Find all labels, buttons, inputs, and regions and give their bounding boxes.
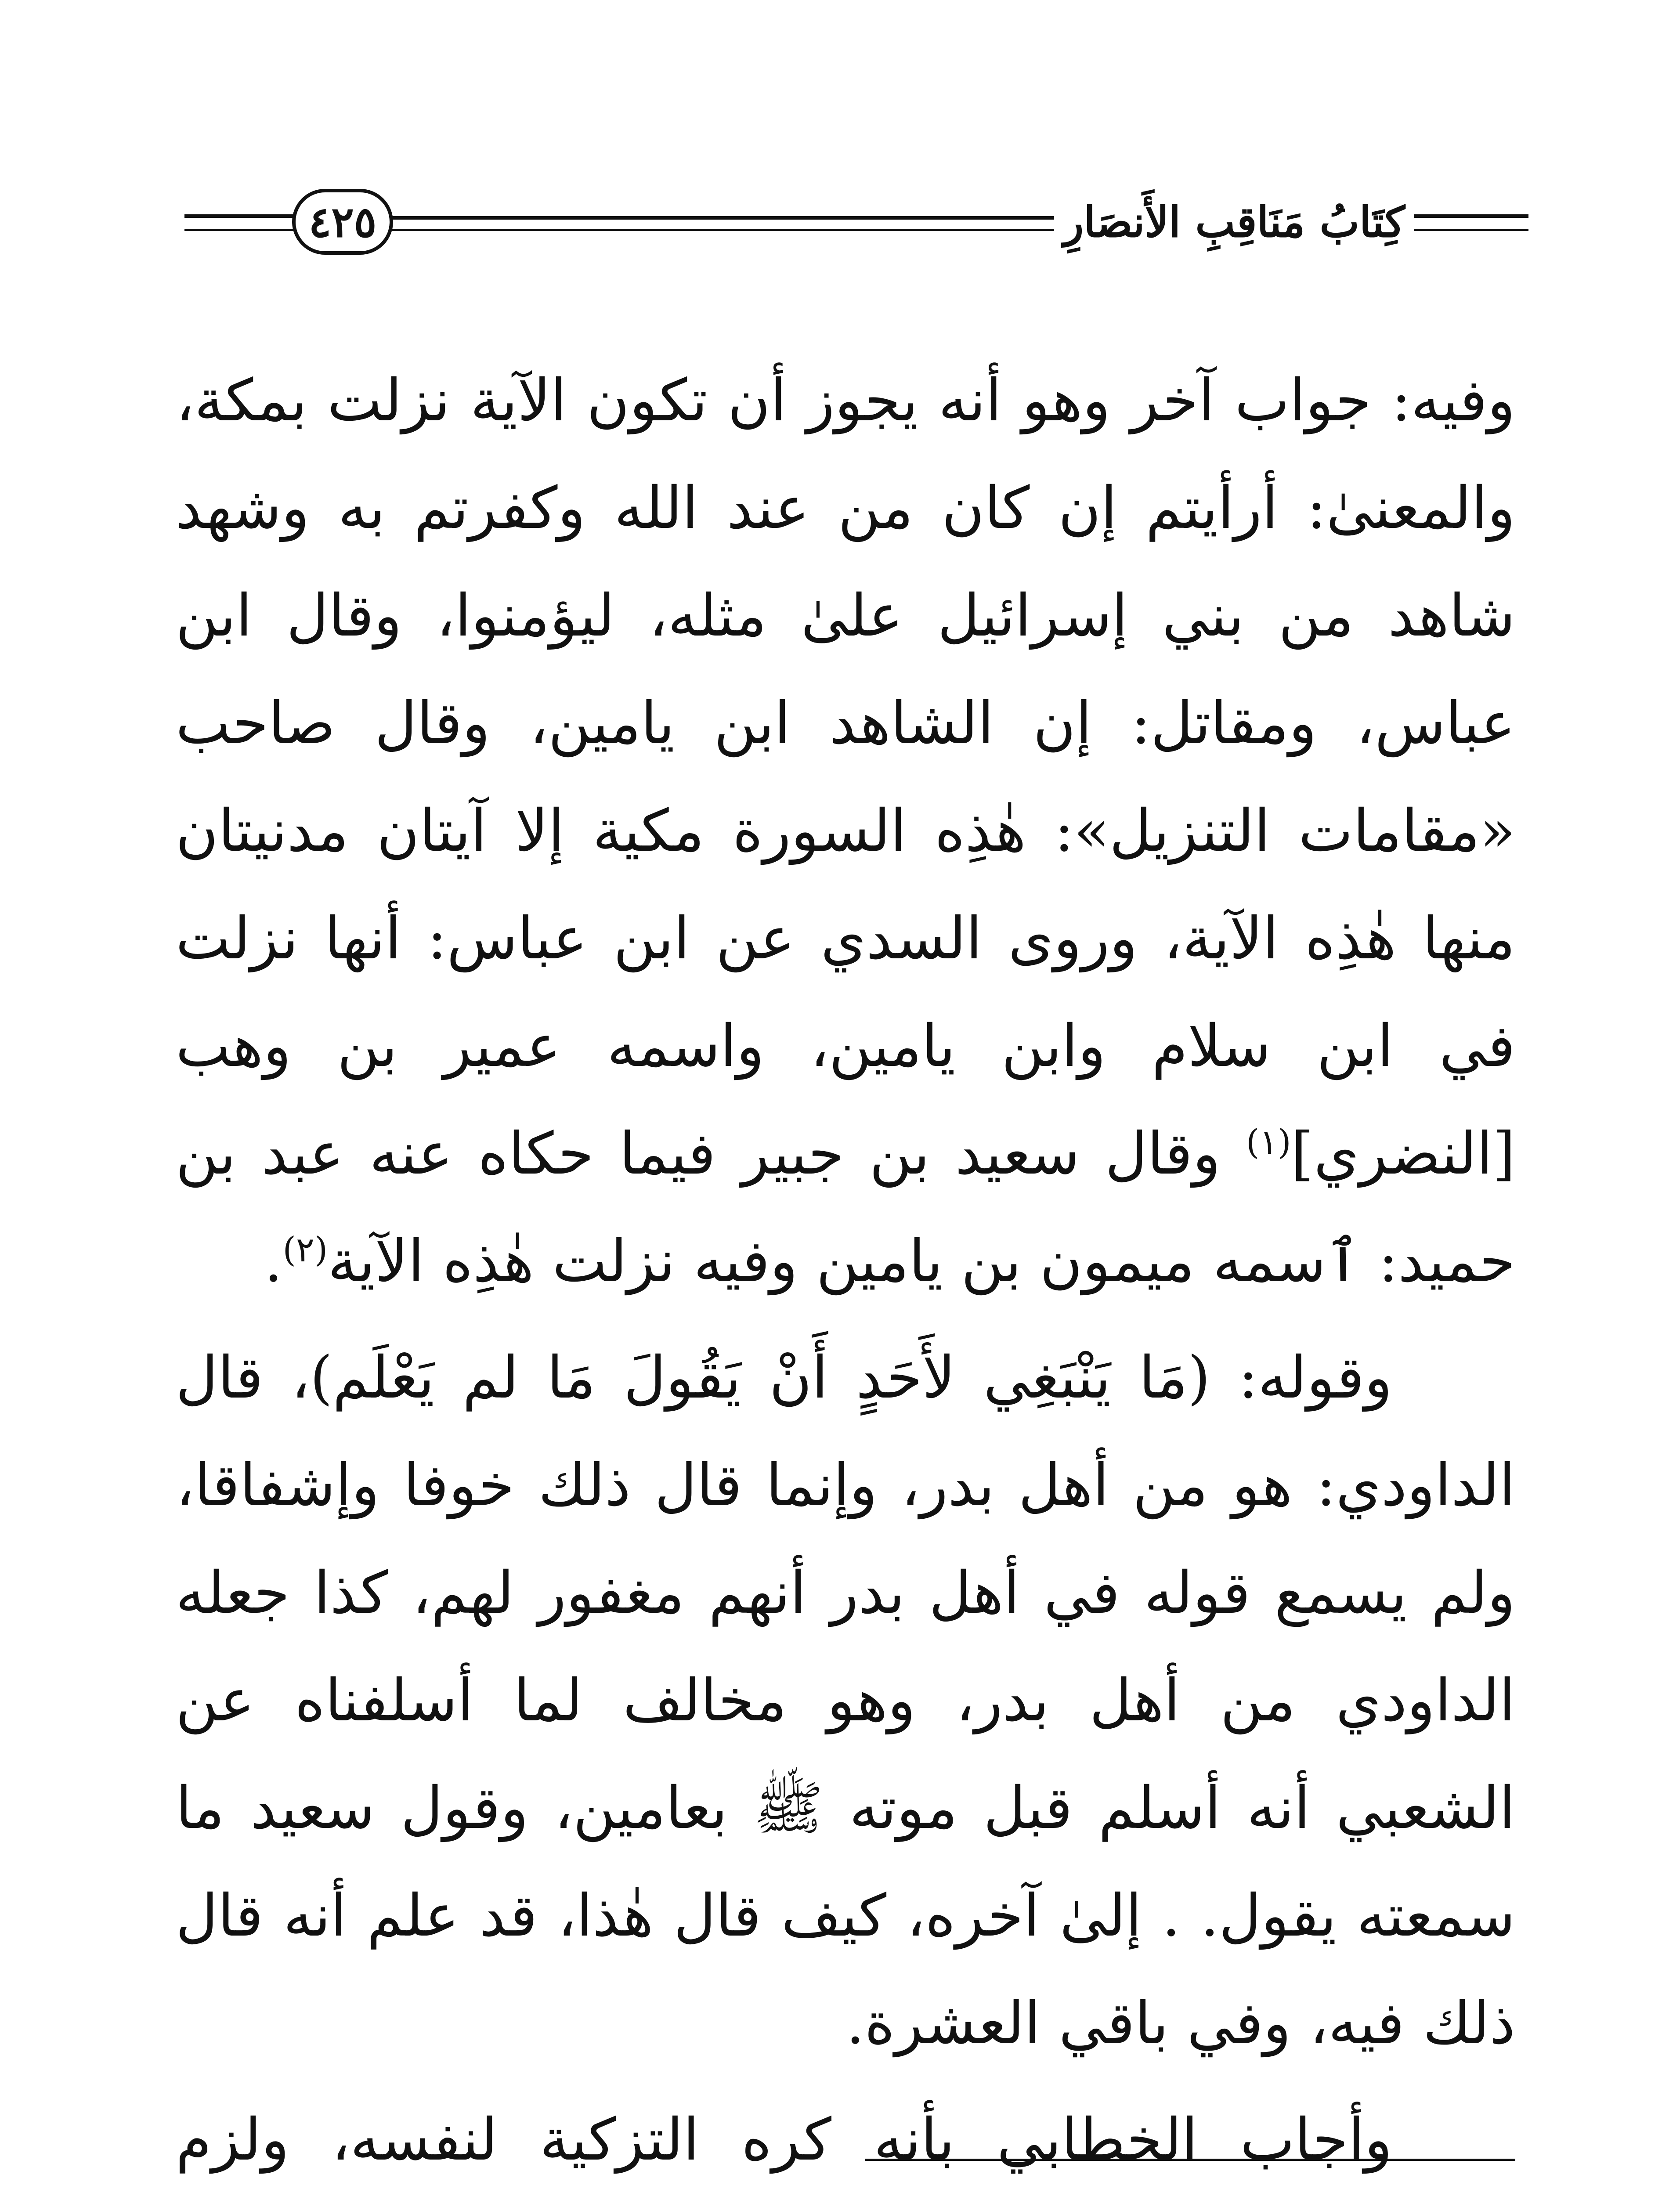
header-rule (1414, 229, 1528, 231)
footnote-item (176, 2192, 1515, 2196)
footnote-text (662, 2192, 1440, 2196)
paragraph-text: وأجاب الخطابي بأنه كره التزكية لنفسه، ولزم (176, 2106, 1392, 2174)
footnotes (176, 2192, 1515, 2196)
paragraph (176, 2086, 1515, 2196)
footnote-number (1457, 2192, 1515, 2196)
paragraph (176, 1324, 1515, 2077)
footnote-marker: (١) (1246, 1123, 1291, 1162)
page-number: ٤٢٥ (292, 189, 393, 255)
paragraph (176, 347, 1515, 1315)
page-header (184, 189, 1528, 264)
paragraph-text: . (264, 1228, 283, 1295)
running-title: كِتَابُ مَنَاقِبِ الأَنصَارِ (1063, 197, 1405, 247)
main-text (176, 347, 1515, 2196)
paragraph-text: وقال سعيد بن جبير فيما حكاه عنه عبد بن حميد: ٱسمه ميمون بن يامين وفيه نزلت هٰذِه الآية (176, 1120, 1515, 1295)
header-rule (184, 214, 294, 218)
paragraph-text: وقوله: (مَا يَنْبَغِي لأَحَدٍ أَنْ يَقُولَ مَا لم يَعْلَم)، قال الداودي: هو من أهل بدر، وإنما قال ذلك خوفا وإشفاقا، ولم يسمع قوله في أهل بدر أنهم مغفور لهم، كذا جعله الداودي من أهل بدر، وهو مخالف لما أسلفناه عن الشعبي أنه أسلم قبل موته ﷺ بعامين، وقول سعيد ما سمعته يقول. . إلىٰ آخره، كيف قال هٰذا، قد علم أنه قال ذلك فيه، وفي باقي العشرة. (176, 1344, 1515, 2057)
header-rule (1414, 214, 1528, 218)
footnote-marker: (٢) (282, 1230, 328, 1270)
footnote-separator (865, 2159, 1515, 2161)
header-rule (391, 216, 1054, 220)
header-rule (391, 229, 1054, 231)
header-rule (184, 229, 294, 231)
paragraph-text: وفيه: جواب آخر وهو أنه يجوز أن تكون الآية نزلت بمكة، والمعنىٰ: أرأيتم إن كان من عند الله وكفرتم به وشهد شاهد من بني إسرائيل علىٰ مثله، ليؤمنوا، وقال ابن عباس، ومقاتل: إن الشاهد ابن يامين، وقال صاحب «مقامات التنزيل»: هٰذِه السورة مكية إلا آيتان مدنيتان منها هٰذِه الآية، وروى السدي عن ابن عباس: أنها نزلت في ابن سلام وابن يامين، واسمه عمير بن وهب [النضري] (176, 367, 1515, 1188)
